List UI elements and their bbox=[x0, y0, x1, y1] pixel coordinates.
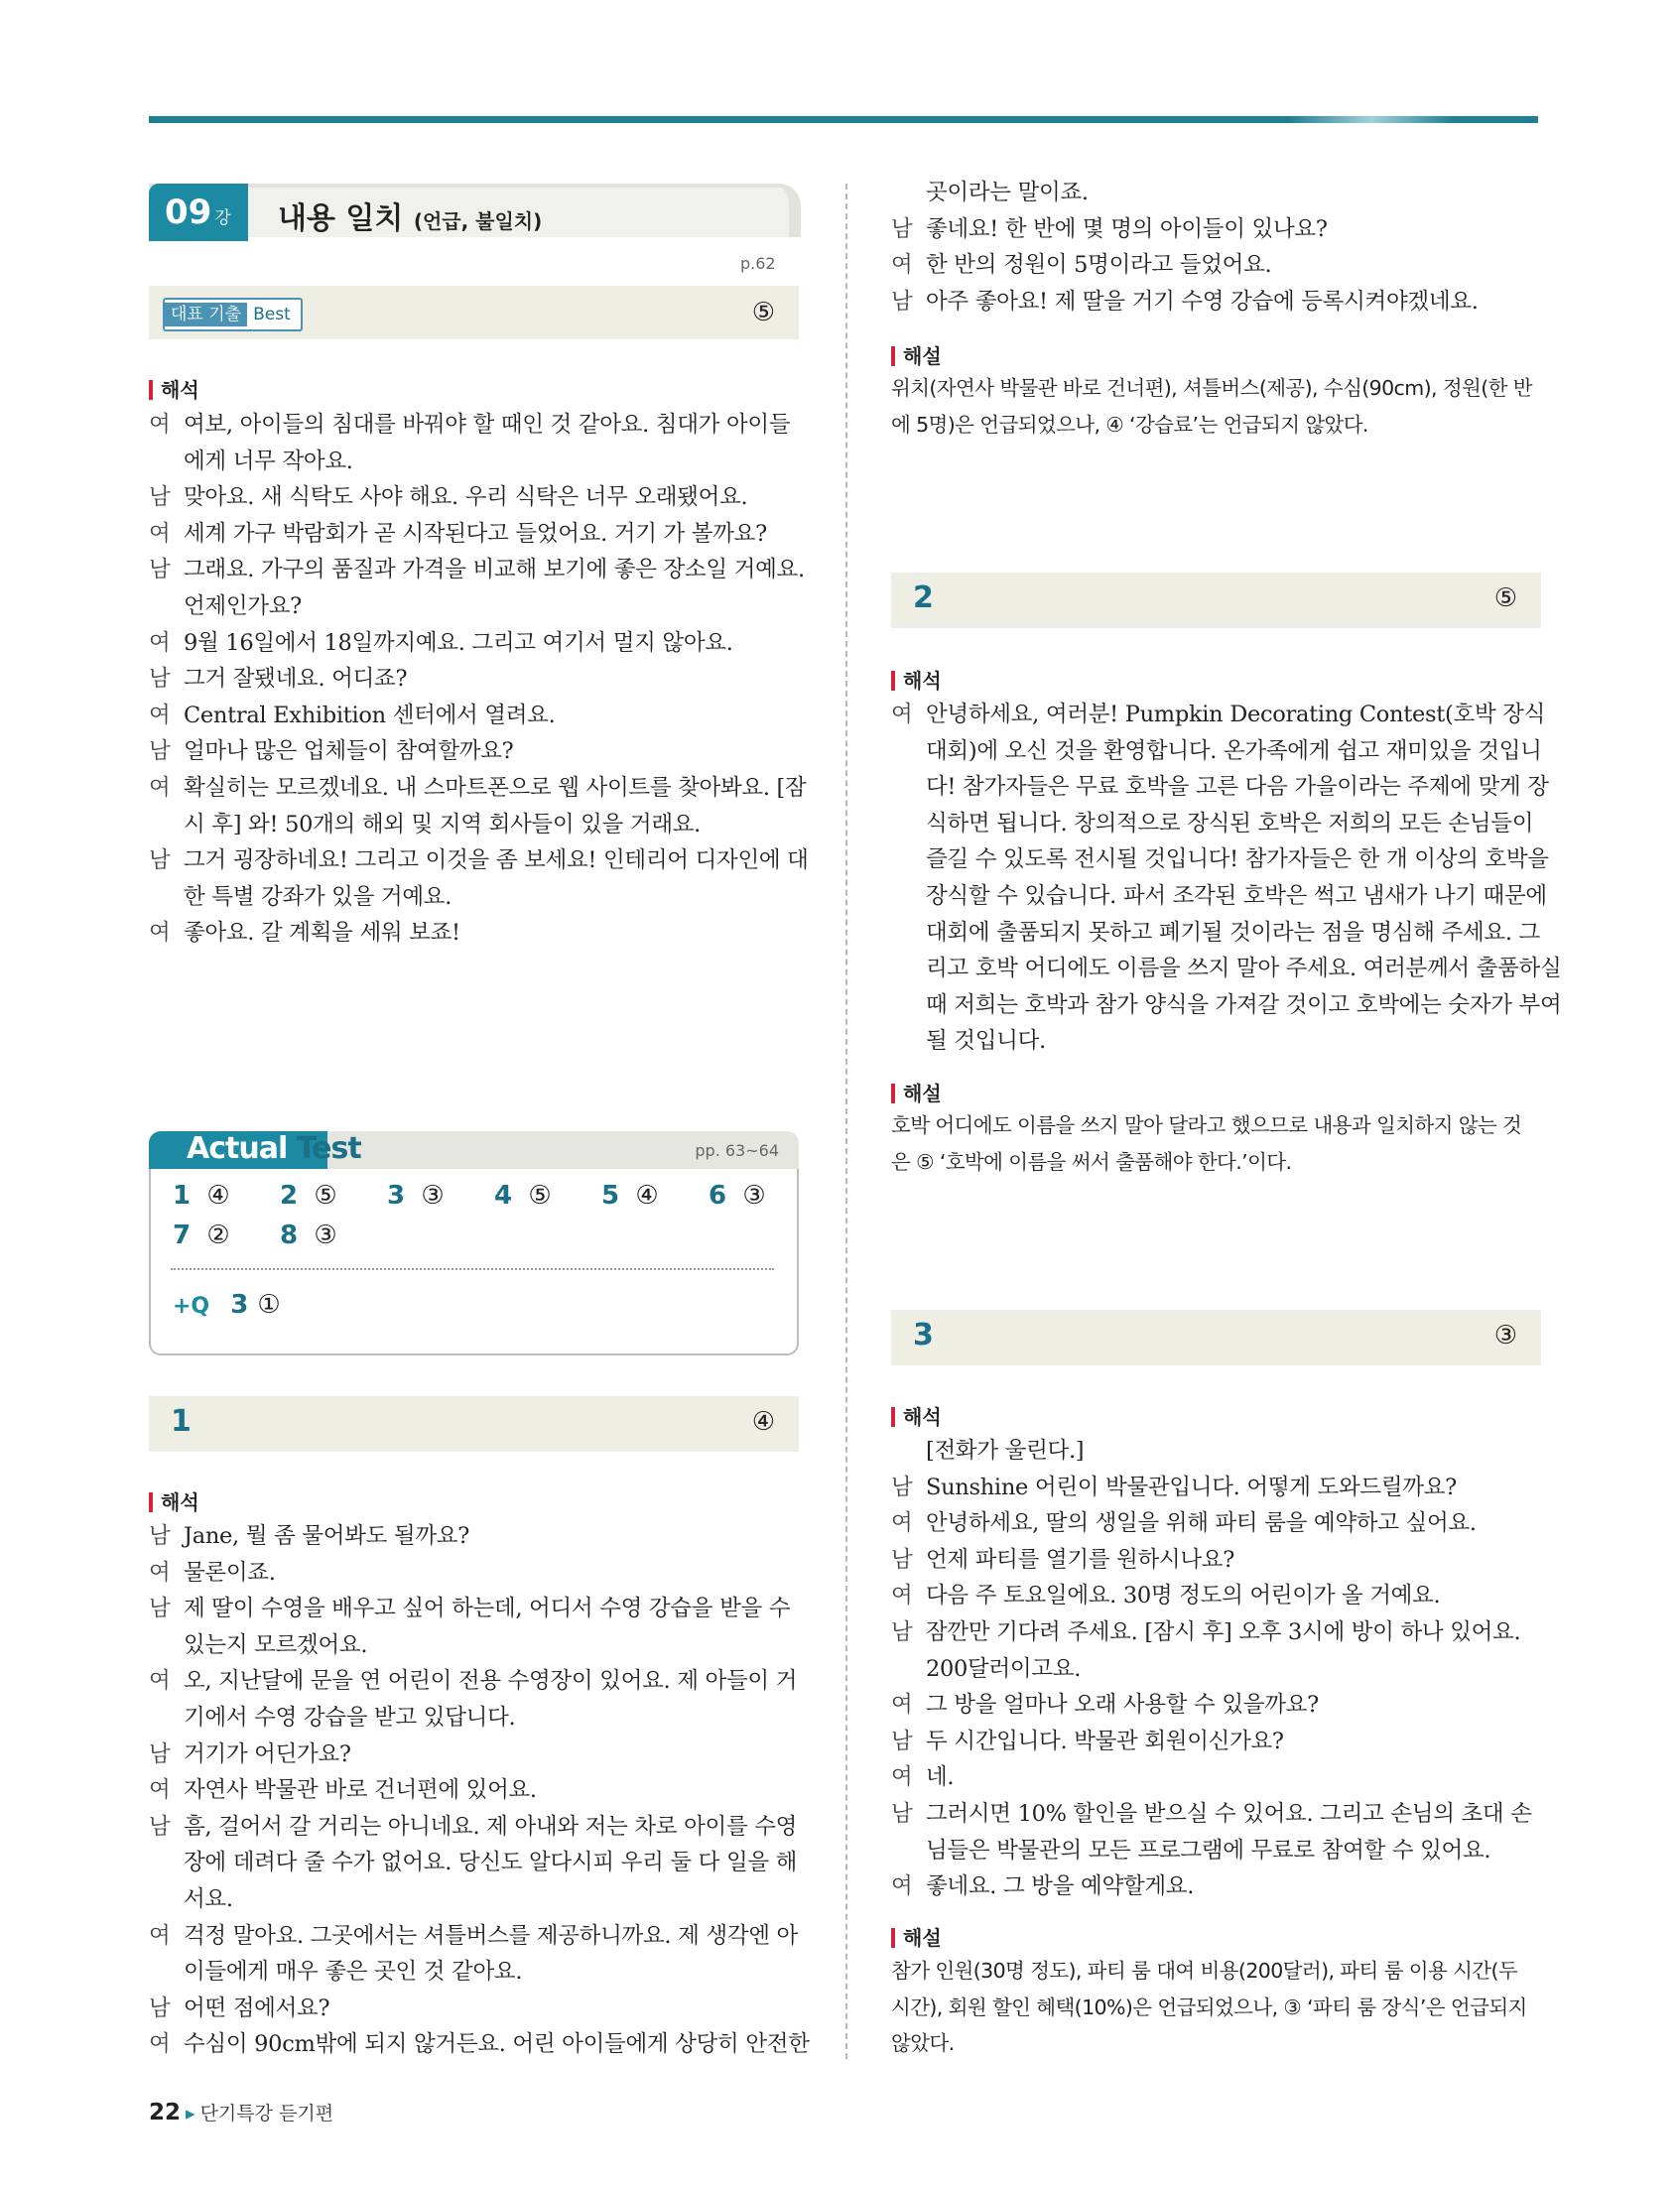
speaker-label: 여 bbox=[149, 1922, 171, 1949]
dialogue-line: 아주 좋아요! 제 딸을 거기 수영 강습에 등록시켜야겠네요. bbox=[926, 288, 1479, 315]
speaker-label: 남 bbox=[149, 484, 171, 511]
actual-test-title-b: Test bbox=[296, 1131, 361, 1166]
speaker-label: 여 bbox=[149, 1668, 171, 1695]
q3-number: 3 bbox=[913, 1318, 934, 1352]
explanation-line: 참가 인원(30명 정도), 파티 룸 대여 비용(200달러), 파티 룸 이용 시간(두 bbox=[891, 1959, 1518, 1983]
label-bar bbox=[149, 380, 153, 400]
dialogue-line: 거기가 어딘가요? bbox=[184, 1740, 351, 1767]
dialogue-line: 걱정 말아요. 그곳에서는 셔틀버스를 제공하니까요. 제 생각엔 아 bbox=[184, 1922, 798, 1949]
answer-choice: ③ bbox=[306, 1221, 337, 1250]
speaker-label: 남 bbox=[891, 288, 913, 315]
q3-answer: ③ bbox=[1493, 1321, 1517, 1351]
dialogue-line: 좋아요. 갈 계획을 세워 보죠! bbox=[184, 920, 460, 947]
best-translation-label bbox=[149, 374, 199, 403]
best-tag bbox=[163, 298, 303, 331]
explanation-line: 위치(자연사 박물관 바로 건너편), 셔틀버스(제공), 수심(90cm), 정원(한 반 bbox=[891, 376, 1532, 400]
label-text: 해설 bbox=[903, 1926, 942, 1950]
dialogue-line: 물론이죠. bbox=[184, 1559, 276, 1586]
dialogue-line: Central Exhibition 센터에서 열려요. bbox=[184, 702, 556, 728]
answer-item bbox=[601, 1181, 659, 1211]
chapter-title bbox=[278, 193, 542, 237]
dialogue-line: 이들에게 매우 좋은 곳인 것 같아요. bbox=[184, 1959, 523, 1986]
speaker-label: 남 bbox=[891, 1801, 913, 1827]
dialogue-line: 그러시면 10% 할인을 받으실 수 있어요. 그리고 손님의 초대 손 bbox=[926, 1801, 1532, 1827]
actual-test-title-a: Actual bbox=[187, 1131, 288, 1166]
plus-q-choice: ① bbox=[257, 1290, 281, 1320]
chapter-unit: 강 bbox=[214, 208, 231, 228]
answer-number: 3 bbox=[387, 1181, 406, 1211]
explanation-line: 않았다. bbox=[891, 2031, 955, 2056]
q1-answer: ④ bbox=[751, 1407, 775, 1437]
speaker-label: 남 bbox=[149, 557, 171, 583]
dialogue-line: 리고 호박 어디에도 이름을 쓰지 말아 주세요. 여러분께서 출품하실 bbox=[926, 956, 1562, 982]
page-number: 22 bbox=[149, 2100, 182, 2125]
dialogue-line: 안녕하세요, 여러분! Pumpkin Decorating Contest(호박 장식 bbox=[926, 702, 1546, 727]
answer-number: 2 bbox=[280, 1181, 299, 1211]
label-text: 해석 bbox=[903, 669, 942, 693]
speaker-label: 여 bbox=[149, 2031, 171, 2058]
dialogue-line: 오, 지난달에 문을 연 어린이 전용 수영장이 있어요. 제 아들이 거 bbox=[184, 1668, 798, 1695]
best-tag-ko: 대표 기출 bbox=[165, 303, 247, 326]
answer-divider bbox=[171, 1268, 774, 1270]
dialogue-line: 여보, 아이들의 침대를 바꿔야 할 때인 것 같아요. 침대가 아이들 bbox=[184, 412, 791, 438]
dialogue-line: 님들은 박물관의 모든 프로그램에 무료로 참여할 수 있어요. bbox=[926, 1837, 1491, 1864]
answer-number: 6 bbox=[709, 1181, 727, 1211]
speaker-label: 남 bbox=[891, 1546, 913, 1573]
dialogue-line: 다! 참가자들은 무료 호박을 고른 다음 가을이라는 주제에 맞게 장 bbox=[926, 774, 1549, 801]
dialogue-line: 수심이 90cm밖에 되지 않거든요. 어린 아이들에게 상당히 안전한 bbox=[184, 2031, 810, 2058]
label-text: 해석 bbox=[161, 1490, 199, 1514]
dialogue-line: 그래요. 가구의 품질과 가격을 비교해 보기에 좋은 장소일 거예요. bbox=[184, 557, 805, 583]
actual-test-page-ref: pp. 63~64 bbox=[695, 1141, 779, 1160]
q1-box bbox=[149, 1396, 799, 1452]
speaker-label: 여 bbox=[149, 1777, 171, 1804]
dialogue-line: Sunshine 어린이 박물관입니다. 어떻게 도와드릴까요? bbox=[926, 1474, 1457, 1500]
label-bar bbox=[891, 346, 895, 366]
answer-choice: ⑤ bbox=[520, 1181, 552, 1211]
page-footer bbox=[149, 2099, 333, 2125]
q2-answer: ⑤ bbox=[1493, 583, 1517, 613]
label-bar bbox=[891, 1407, 895, 1427]
answer-item bbox=[280, 1221, 337, 1250]
dialogue-line: 장에 데려다 줄 수가 없어요. 당신도 알다시피 우리 둘 다 일을 해 bbox=[184, 1850, 798, 1876]
speaker-label: 남 bbox=[891, 1728, 913, 1754]
q3-explanation-label bbox=[891, 1922, 942, 1951]
dialogue-line: 얼마나 많은 업체들이 참여할까요? bbox=[184, 738, 514, 765]
dialogue-line: 네. bbox=[926, 1764, 955, 1791]
book-title: 단기특강 듣기편 bbox=[199, 2103, 334, 2124]
dialogue-line: 장식할 수 있습니다. 파서 조각된 호박은 썩고 냄새가 나기 때문에 bbox=[926, 883, 1547, 909]
dialogue-line: 언제 파티를 열기를 원하시나요? bbox=[926, 1546, 1234, 1573]
answer-item bbox=[280, 1181, 337, 1211]
dialogue-line: 언제인가요? bbox=[184, 593, 302, 619]
answer-choice: ⑤ bbox=[306, 1181, 337, 1211]
q1-translation-label bbox=[149, 1486, 199, 1515]
q2-translation-label bbox=[891, 665, 942, 694]
explanation-line: 은 ⑤ ‘호박에 이름을 써서 출품해야 한다.’이다. bbox=[891, 1149, 1292, 1174]
dialogue-line: Jane, 뭘 좀 물어봐도 될까요? bbox=[184, 1523, 469, 1549]
answer-item bbox=[494, 1181, 552, 1211]
dialogue-line: 대회)에 오신 것을 환영합니다. 온가족에게 쉽고 재미있을 것입니 bbox=[926, 737, 1542, 764]
top-rule bbox=[149, 116, 1538, 123]
q2-explanation-label bbox=[891, 1078, 942, 1106]
speaker-label: 여 bbox=[891, 1692, 913, 1719]
answer-item bbox=[173, 1221, 230, 1250]
dialogue-line: 될 것입니다. bbox=[926, 1028, 1046, 1055]
answer-number: 4 bbox=[494, 1181, 513, 1211]
speaker-label: 남 bbox=[149, 738, 171, 765]
speaker-label: 남 bbox=[149, 1740, 171, 1767]
speaker-label: 여 bbox=[891, 1873, 913, 1900]
answer-number: 8 bbox=[280, 1221, 299, 1250]
speaker-label: 여 bbox=[149, 1559, 171, 1586]
speaker-label: 남 bbox=[149, 1813, 171, 1840]
speaker-label: 여 bbox=[891, 702, 913, 727]
plus-q-icon: +Q bbox=[173, 1294, 210, 1319]
best-box bbox=[149, 286, 799, 339]
answer-choice: ④ bbox=[627, 1181, 659, 1211]
q3-translation-label bbox=[891, 1401, 942, 1430]
dialogue-line: 곳이라는 말이죠. bbox=[926, 180, 1089, 205]
dialogue-line: 흠, 걸어서 갈 거리는 아니네요. 제 아내와 저는 차로 아이를 수영 bbox=[184, 1813, 798, 1840]
dialogue-line: 그거 잘됐네요. 어디죠? bbox=[184, 666, 408, 693]
label-text: 해석 bbox=[903, 1405, 942, 1429]
dialogue-line: 자연사 박물관 바로 건너편에 있어요. bbox=[184, 1777, 537, 1804]
chapter-title-text: 내용 일치 bbox=[278, 201, 404, 236]
dialogue-line: 다음 주 토요일에요. 30명 정도의 어린이가 올 거예요. bbox=[926, 1583, 1441, 1609]
q1-explanation-label bbox=[891, 340, 942, 369]
answer-choice: ④ bbox=[198, 1181, 230, 1211]
dialogue-line: 한 반의 정원이 5명이라고 들었어요. bbox=[926, 252, 1272, 279]
dialogue-line: 있는지 모르겠어요. bbox=[184, 1631, 368, 1658]
dialogue-line: 9월 16일에서 18일까지예요. 그리고 여기서 멀지 않아요. bbox=[184, 629, 733, 656]
explanation-line: 에 5명)은 언급되었으나, ④ ‘강습료’는 언급되지 않았다. bbox=[891, 412, 1368, 437]
dialogue-line: 좋네요. 그 방을 예약할게요. bbox=[926, 1873, 1195, 1900]
label-bar bbox=[891, 671, 895, 691]
dialogue-line: 기에서 수영 강습을 받고 있답니다. bbox=[184, 1705, 516, 1731]
footer-arrow-icon: ▸ bbox=[186, 2103, 195, 2124]
explanation-line: 호박 어디에도 이름을 쓰지 말아 달라고 했으므로 내용과 일치하지 않는 것 bbox=[891, 1113, 1522, 1137]
plus-q-answer bbox=[173, 1290, 281, 1320]
dialogue-line: 안녕하세요, 딸의 생일을 위해 파티 룸을 예약하고 싶어요. bbox=[926, 1510, 1477, 1537]
speaker-label: 여 bbox=[149, 920, 171, 947]
speaker-label: 남 bbox=[149, 1995, 171, 2021]
dialogue-line: 식하면 됩니다. 창의적으로 장식된 호박은 저희의 모든 손님들이 bbox=[926, 810, 1534, 837]
speaker-label: 남 bbox=[149, 666, 171, 693]
label-text: 해석 bbox=[161, 378, 199, 402]
dialogue-line: 시 후] 와! 50개의 해외 및 지역 회사들이 있을 거래요. bbox=[184, 811, 702, 837]
dialogue-line: 한 특별 강좌가 있을 거예요. bbox=[184, 883, 452, 910]
q2-box bbox=[891, 573, 1541, 628]
answer-choice: ② bbox=[198, 1221, 230, 1250]
column-divider bbox=[845, 184, 847, 2059]
actual-test-title bbox=[187, 1131, 361, 1166]
dialogue-line: [전화가 울린다.] bbox=[926, 1438, 1085, 1464]
speaker-label: 여 bbox=[891, 1764, 913, 1791]
q1-number: 1 bbox=[171, 1404, 192, 1439]
actual-test-box bbox=[149, 1131, 799, 1357]
speaker-label: 여 bbox=[891, 1510, 913, 1537]
answer-choice: ③ bbox=[413, 1181, 445, 1211]
speaker-label: 남 bbox=[149, 1596, 171, 1622]
chapter-number-text: 09 bbox=[165, 193, 212, 232]
dialogue-line: 어떤 점에서요? bbox=[184, 1995, 330, 2021]
answer-choice: ③ bbox=[734, 1181, 766, 1211]
answer-number: 7 bbox=[173, 1221, 192, 1250]
dialogue-line: 에게 너무 작아요. bbox=[184, 448, 353, 474]
chapter-subtitle: (언급, 불일치) bbox=[413, 209, 543, 233]
q2-number: 2 bbox=[913, 580, 934, 615]
dialogue-line: 때 저희는 호박과 참가 양식을 가져갈 것이고 호박에는 숫자가 부여 bbox=[926, 991, 1562, 1018]
actual-test-header bbox=[149, 1131, 799, 1169]
dialogue-line: 서요. bbox=[184, 1886, 233, 1912]
answer-item bbox=[387, 1181, 445, 1211]
label-bar bbox=[891, 1928, 895, 1948]
dialogue-line: 즐길 수 있도록 전시될 것입니다! 참가자들은 한 개 이상의 호박을 bbox=[926, 846, 1549, 873]
speaker-label: 남 bbox=[891, 1474, 913, 1500]
q3-box bbox=[891, 1310, 1541, 1365]
dialogue-line: 그거 굉장하네요! 그리고 이것을 좀 보세요! 인테리어 디자인에 대 bbox=[184, 847, 809, 874]
speaker-label: 여 bbox=[149, 412, 171, 438]
speaker-label: 남 bbox=[891, 215, 913, 242]
dialogue-line: 세계 가구 박람회가 곧 시작된다고 들었어요. 거기 가 볼까요? bbox=[184, 520, 767, 547]
dialogue-line: 맞아요. 새 식탁도 사야 해요. 우리 식탁은 너무 오래됐어요. bbox=[184, 484, 748, 511]
label-bar bbox=[149, 1492, 153, 1512]
speaker-label: 여 bbox=[149, 702, 171, 728]
speaker-label: 남 bbox=[891, 1619, 913, 1645]
label-text: 해설 bbox=[903, 1082, 942, 1105]
dialogue-line: 두 시간입니다. 박물관 회원이신가요? bbox=[926, 1728, 1284, 1754]
answer-number: 1 bbox=[173, 1181, 192, 1211]
chapter-number bbox=[149, 184, 248, 241]
dialogue-line: 그 방을 얼마나 오래 사용할 수 있을까요? bbox=[926, 1692, 1319, 1719]
dialogue-line: 좋네요! 한 반에 몇 명의 아이들이 있나요? bbox=[926, 215, 1328, 242]
speaker-label: 남 bbox=[149, 847, 171, 874]
chapter-page-ref: p.62 bbox=[740, 254, 776, 273]
speaker-label: 여 bbox=[149, 520, 171, 547]
dialogue-line: 대회에 출품되지 못하고 폐기될 것이라는 점을 명심해 주세요. 그 bbox=[926, 919, 1540, 946]
actual-test-body bbox=[149, 1169, 799, 1355]
answer-item bbox=[709, 1181, 766, 1211]
dialogue-line: 제 딸이 수영을 배우고 싶어 하는데, 어디서 수영 강습을 받을 수 bbox=[184, 1596, 791, 1622]
best-answer: ⑤ bbox=[751, 298, 775, 327]
speaker-label: 여 bbox=[149, 629, 171, 656]
speaker-label: 여 bbox=[149, 775, 171, 801]
plus-q-number: 3 bbox=[230, 1290, 249, 1320]
answer-item bbox=[173, 1181, 230, 1211]
speaker-label: 여 bbox=[891, 252, 913, 279]
answer-number: 5 bbox=[601, 1181, 620, 1211]
speaker-label: 남 bbox=[149, 1523, 171, 1549]
dialogue-line: 잠깐만 기다려 주세요. [잠시 후] 오후 3시에 방이 하나 있어요. bbox=[926, 1619, 1521, 1645]
dialogue-line: 확실히는 모르겠네요. 내 스마트폰으로 웹 사이트를 찾아봐요. [잠 bbox=[184, 775, 807, 801]
best-tag-en: Best bbox=[253, 305, 291, 324]
speaker-label: 여 bbox=[891, 1583, 913, 1609]
label-text: 해설 bbox=[903, 344, 942, 368]
explanation-line: 시간), 회원 할인 혜택(10%)은 언급되었으나, ③ ‘파티 룸 장식’은 언급되지 bbox=[891, 1995, 1527, 2019]
chapter-header bbox=[149, 184, 799, 243]
dialogue-line: 200달러이고요. bbox=[926, 1655, 1082, 1682]
label-bar bbox=[891, 1084, 895, 1103]
